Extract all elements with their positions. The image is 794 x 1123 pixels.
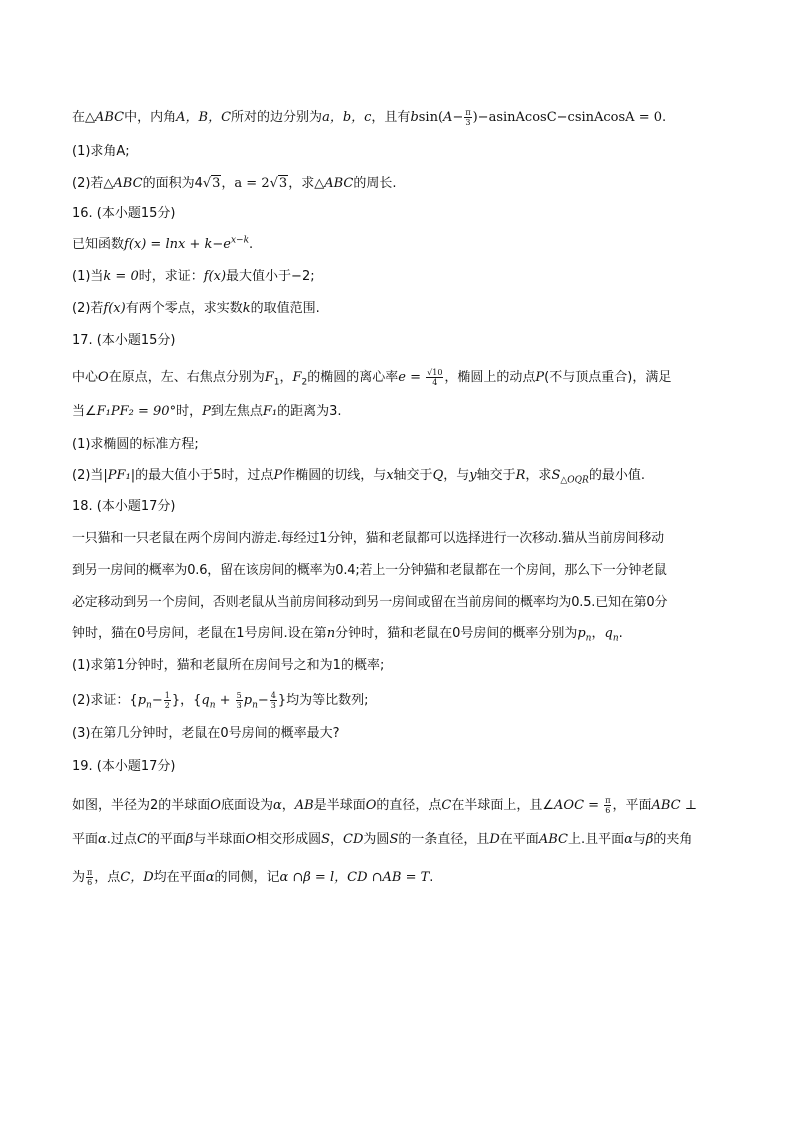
q17-stem-line1: 中心O在原点，左、右焦点分别为$F_1$，$F_2$的椭圆的离心率e = $\frac{√10}{4}$ ，椭圆上的动点P(不与顶点重合)，满足 [72, 368, 672, 388]
q19-stem-line1: 如图，半径为2的半球面O底面设为α，AB是半球面O的直径，点C在半球面上，且∠AOC = $\frac{\pi}{6}$ ，平面ABC ⊥ [72, 796, 697, 815]
q15-stem: 在△ABC中，内角A，B，C所对的边分别为a，b，c，且有bsin(A− $\frac{\pi}{3}$ )−asinAcosC−csinAcosA = 0. [72, 108, 667, 127]
q15-part2: (2)若△ABC的面积为4√3，a = 2√3，求△ABC的周长. [72, 176, 397, 191]
sqrt-symbol: √3 [269, 176, 288, 191]
pi-over-3-fraction: $\frac{\pi}{3}$ [465, 108, 471, 127]
q16-header: 16. (本小题15分) [72, 206, 176, 221]
five-thirds-fraction: $\frac{5}{3}$ [236, 691, 242, 710]
q16-stem: 已知函数$f(x) = \ln x + k-e^{x-k}$. [72, 235, 254, 252]
four-thirds-fraction: $\frac{4}{3}$ [270, 691, 276, 710]
q18-part1: (1)求第1分钟时，猫和老鼠所在房间号之和为1的概率; [72, 658, 385, 673]
eccentricity-fraction: $\frac{√10}{4}$ [427, 368, 443, 387]
q19-stem-line3: 为 $\frac{\pi}{6}$ ，点C，D均在平面α的同侧，记α ∩β = l，CD ∩AB = T. [72, 868, 434, 887]
pi-over-6-fraction: $\frac{\pi}{6}$ [605, 796, 611, 815]
q19-stem-line2: 平面α.过点C的平面β与半球面O相交形成圆S，CD为圆S的一条直径，且D在平面ABC上.且平面α与β的夹角 [72, 832, 693, 847]
q18-part3: (3)在第几分钟时，老鼠在0号房间的概率最大? [72, 726, 340, 741]
q18-stem-line2: 到另一房间的概率为0.6，留在该房间的概率为0.4;若上一分钟猫和老鼠都在一个房间，那么下一分钟老鼠 [72, 563, 667, 578]
q18-header: 18. (本小题17分) [72, 499, 176, 514]
pi-over-6-fraction: $\frac{\pi}{6}$ [87, 868, 93, 887]
q16-part1: (1)当k = 0时，求证：f(x)最大值小于−2; [72, 269, 315, 284]
q16-part2: (2)若f(x)有两个零点，求实数k的取值范围. [72, 301, 320, 316]
sqrt-symbol: √3 [202, 176, 221, 191]
q15-part1: (1)求角A; [72, 144, 130, 159]
q17-header: 17. (本小题15分) [72, 333, 176, 348]
q18-stem-line3: 必定移动到另一个房间，否则老鼠从当前房间移动到另一房间或留在当前房间的概率均为0.5.已知在第0分 [72, 595, 668, 610]
q19-header: 19. (本小题17分) [72, 759, 176, 774]
q17-part2: (2)当|PF₁|的最大值小于5时，过点P作椭圆的切线，与x轴交于Q，与y轴交于R，求$S_{\triangle OQR}$的最小值. [72, 468, 645, 486]
q17-part1: (1)求椭圆的标准方程; [72, 437, 199, 452]
half-fraction: $\frac{1}{2}$ [164, 691, 170, 710]
q18-stem-line4: 钟时，猫在0号房间，老鼠在1号房间.设在第n分钟时，猫和老鼠在0号房间的概率分别为$p_n$，$q_n$. [72, 626, 623, 644]
q18-part2: (2)求证：{$p_n-$ $\frac{1}{2}$ }，{$q_n$ + $\frac{5}{3}$ $p_n-$ $\frac{4}{3}$ }均为等比数列; [72, 691, 369, 711]
q17-stem-line2: 当∠F₁PF₂ = 90°时，P到左焦点F₁的距离为3. [72, 404, 342, 419]
q18-stem-line1: 一只猫和一只老鼠在两个房间内游走.每经过1分钟，猫和老鼠都可以选择进行一次移动.猫从当前房间移动 [72, 531, 664, 546]
